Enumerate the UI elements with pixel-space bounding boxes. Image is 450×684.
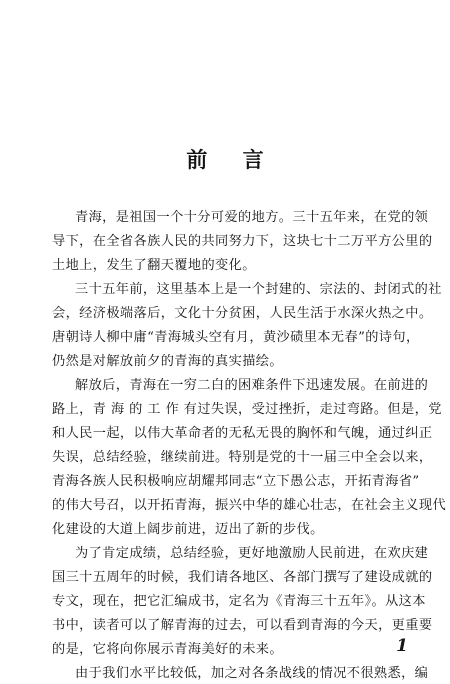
text-line: 导下，在全省各族人民的共同努力下，这块七十二万平方公里的 (52, 234, 433, 249)
text-line: 的是，它将向你展示青海美好的未来。 (52, 642, 283, 657)
text-line: 仍然是对解放前夕的青海的真实描绘。 (52, 354, 283, 369)
text-line: 书中，读者可以了解青海的过去，可以看到青海的今天，更重要 (52, 618, 433, 633)
text-line: 化建设的大道上阔步前进，迈出了新的步伐。 (52, 522, 324, 537)
text-line: 由于我们水平比较低，加之对各条战线的情况不很熟悉，编 (75, 666, 429, 681)
text-line: 失误，总结经验，继续前进。特别是党的十一届三中全会以来， (52, 450, 433, 465)
page-title: 前 言 (186, 148, 278, 172)
text-line: 路上，青 海 的 工 作 有过失误，受过挫折，走过弯路。但是，党 (52, 402, 442, 417)
text-line: 会，经济极端落后，文化十分贫困，人民生活于水深火热之中。 (52, 306, 433, 321)
text-line: 的伟大号召，以开拓青海，振兴中华的雄心壮志，在社会主义现代 (52, 498, 447, 513)
text-line: 专文，现在，把它汇编成书，定名为《青海三十五年》。从这本 (52, 594, 426, 609)
text-line: 国三十五周年的时候，我们请各地区、各部门撰写了建设成就的 (52, 570, 433, 585)
text-line: 为了肯定成绩，总结经验，更好地激励人民前进，在欢庆建 (75, 546, 429, 561)
text-line: 唐朝诗人柳中庸“青海城头空有月，黄沙碛里本无春”的诗句， (52, 330, 420, 345)
text-line: 青海各族人民积极响应胡耀邦同志“立下愚公志，开拓青海省” (52, 474, 420, 489)
text-line: 和人民一起，以伟大革命者的无私无畏的胸怀和气魄，通过纠正 (52, 426, 433, 441)
text-line: 土地上，发生了翻天覆地的变化。 (52, 258, 256, 273)
text-line: 青海，是祖国一个十分可爱的地方。三十五年来，在党的领 (75, 210, 429, 225)
text-line: 三十五年前，这里基本上是一个封建的、宗法的、封闭式的社 (75, 282, 442, 297)
text-line: 解放后，青海在一穷二白的困难条件下迅速发展。在前进的 (75, 378, 429, 393)
page-number: 1 (396, 636, 408, 656)
